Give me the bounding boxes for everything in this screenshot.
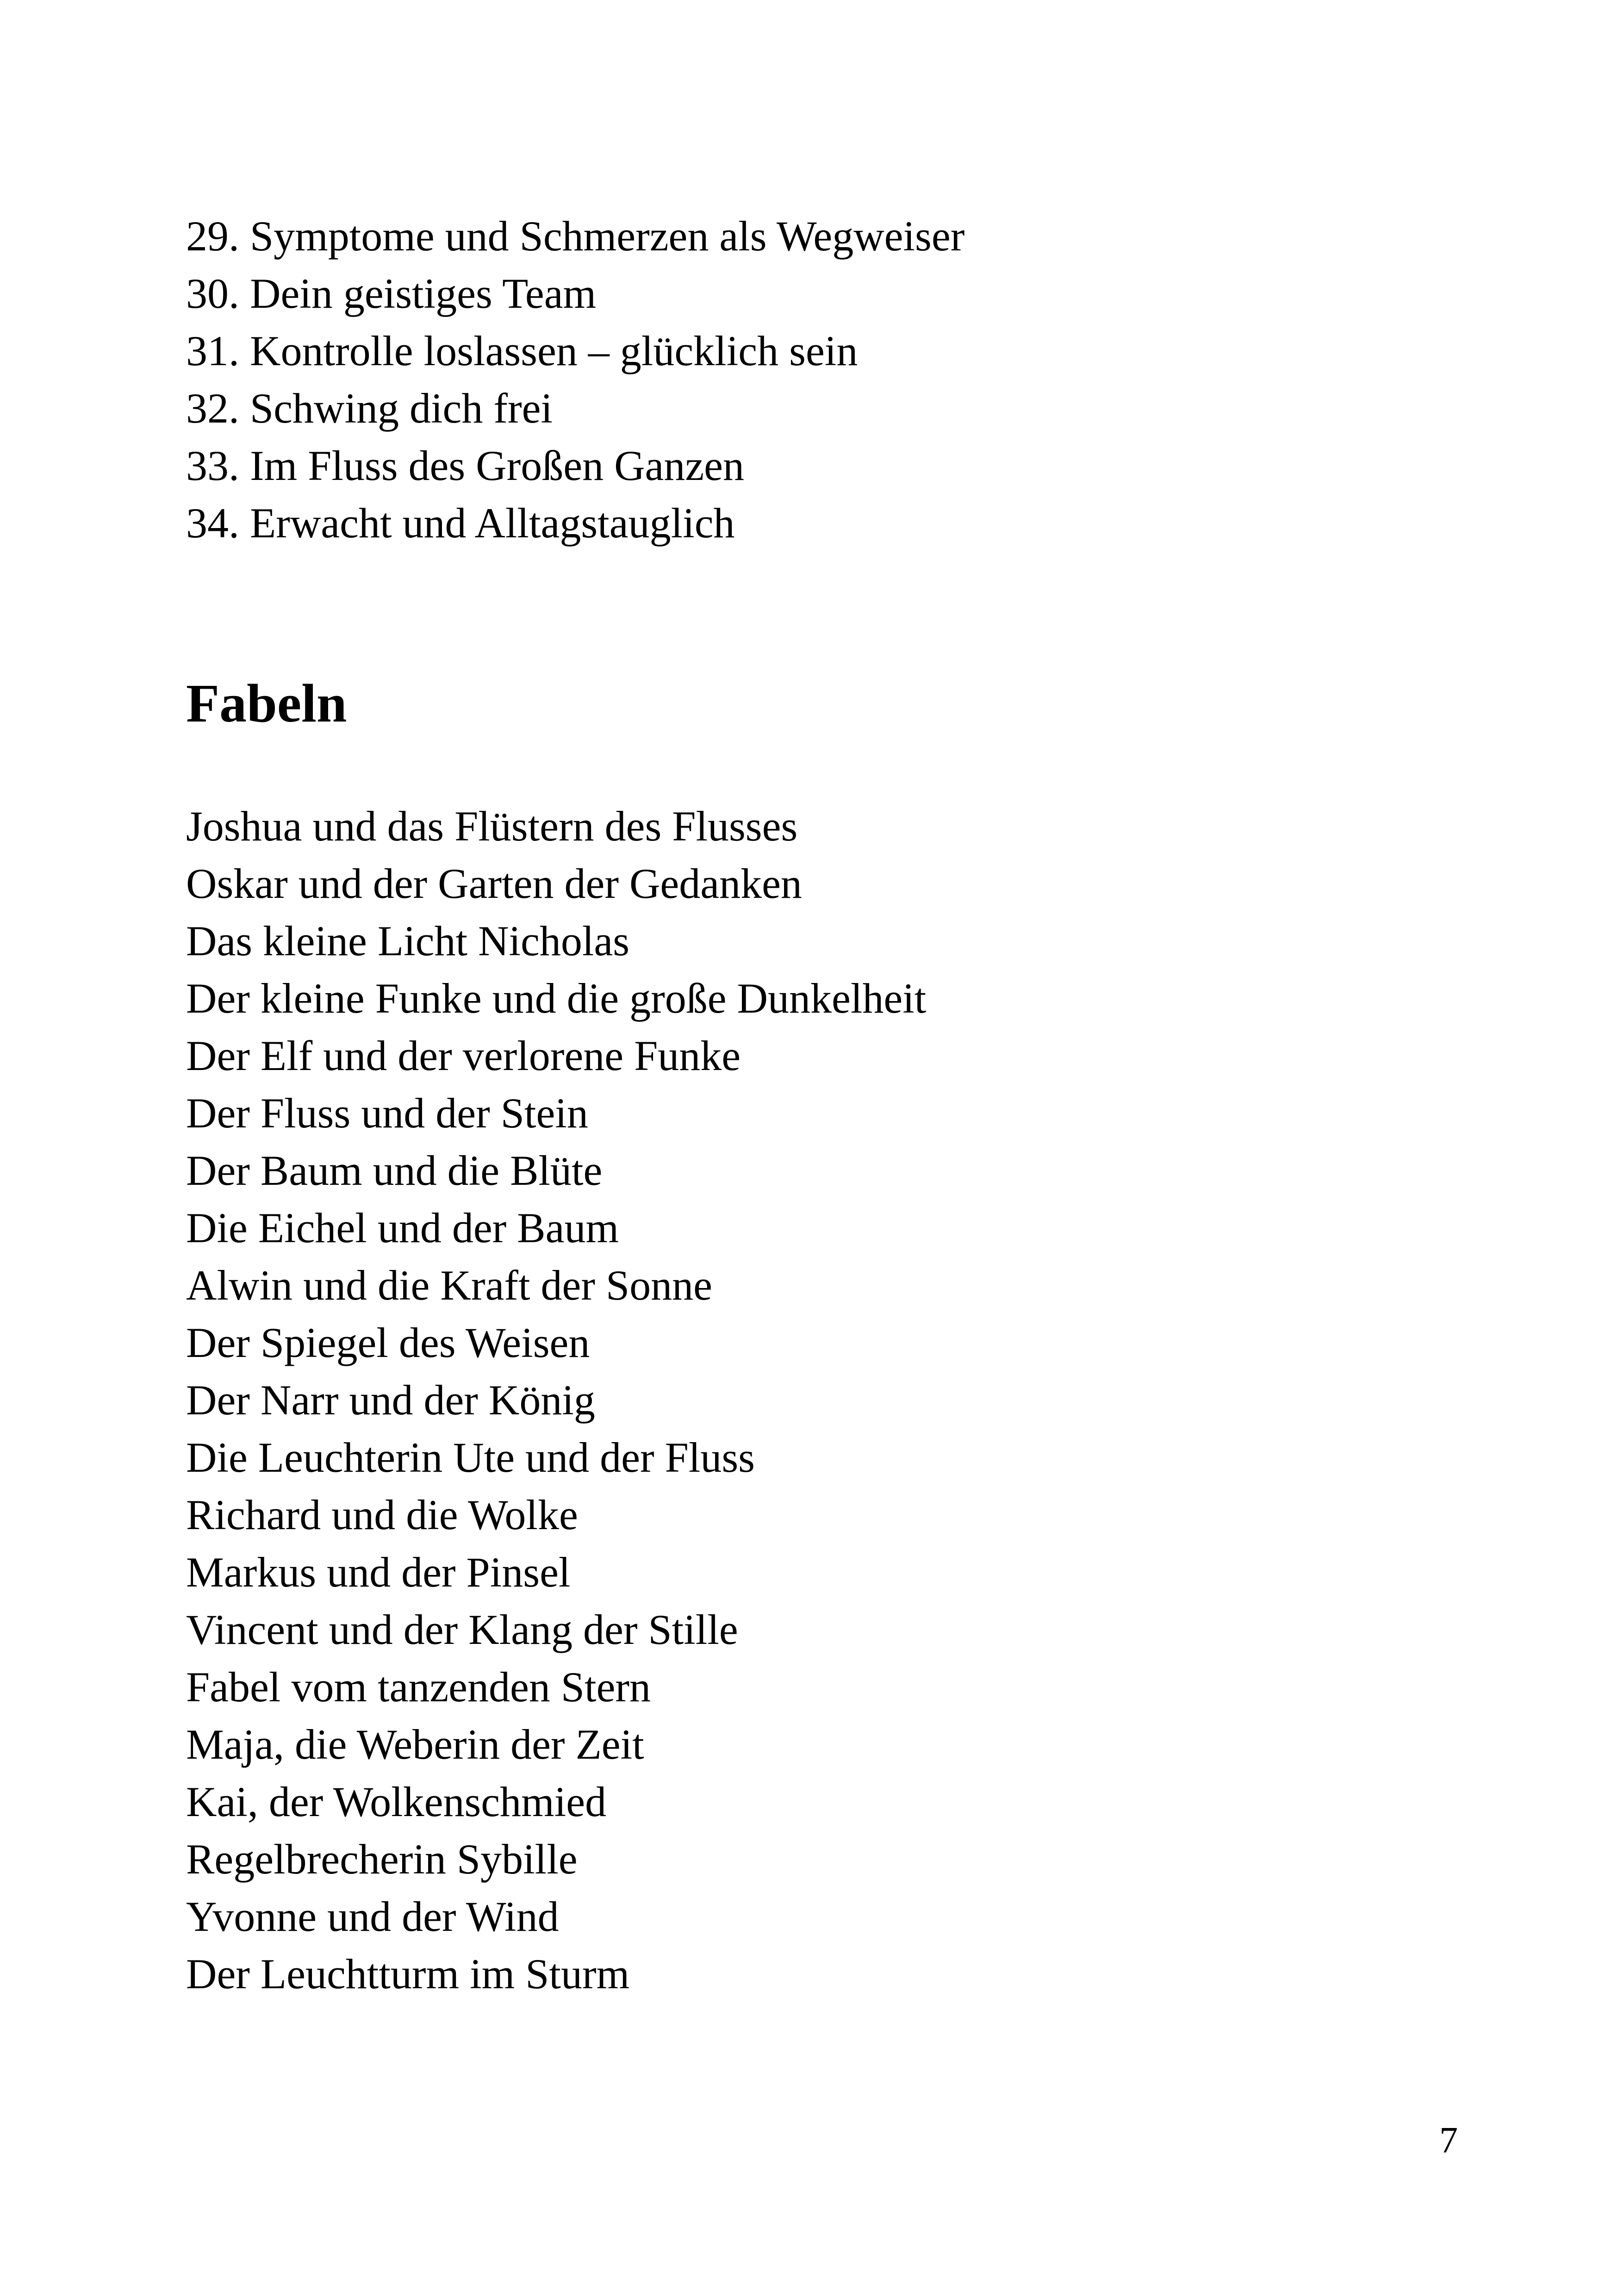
fable-item: Der Elf und der verlorene Funke: [186, 1032, 741, 1079]
fable-item: Der kleine Funke und die große Dunkelheit: [186, 975, 927, 1022]
fable-list: [186, 797, 926, 2003]
fable-item: Vincent und der Klang der Stille: [186, 1606, 738, 1653]
chapter-list: [186, 207, 965, 552]
fable-item: Die Leuchterin Ute und der Fluss: [186, 1434, 755, 1481]
fable-item: Der Spiegel des Weisen: [186, 1319, 590, 1366]
fable-item: Der Narr und der König: [186, 1376, 595, 1424]
chapter-item: 30. Dein geistiges Team: [186, 270, 597, 317]
fable-item: Markus und der Pinsel: [186, 1549, 571, 1596]
chapter-item: 31. Kontrolle loslassen – glücklich sein: [186, 327, 858, 374]
fable-item: Joshua und das Flüstern des Flusses: [186, 803, 798, 850]
page-number: 7: [1439, 2120, 1458, 2161]
fable-item: Alwin und die Kraft der Sonne: [186, 1262, 712, 1309]
chapter-item: 32. Schwing dich frei: [186, 385, 553, 432]
chapter-item: 29. Symptome und Schmerzen als Wegweiser: [186, 212, 965, 260]
fable-item: Das kleine Licht Nicholas: [186, 917, 630, 964]
fable-item: Fabel vom tanzenden Stern: [186, 1663, 651, 1711]
fable-item: Der Fluss und der Stein: [186, 1089, 588, 1137]
fable-item: Maja, die Weberin der Zeit: [186, 1721, 644, 1768]
fable-item: Oskar und der Garten der Gedanken: [186, 860, 802, 907]
fable-item: Yvonne und der Wind: [186, 1893, 559, 1940]
chapter-item: 34. Erwacht und Alltagstauglich: [186, 499, 735, 547]
fable-item: Kai, der Wolkenschmied: [186, 1778, 607, 1825]
fable-item: Der Leuchtturm im Sturm: [186, 1950, 630, 1997]
fable-item: Richard und die Wolke: [186, 1491, 578, 1538]
fable-item: Die Eichel und der Baum: [186, 1204, 619, 1251]
chapter-item: 33. Im Fluss des Großen Ganzen: [186, 442, 745, 489]
section-heading: Fabeln: [186, 673, 347, 734]
fable-item: Regelbrecherin Sybille: [186, 1836, 578, 1883]
fable-item: Der Baum und die Blüte: [186, 1147, 603, 1194]
